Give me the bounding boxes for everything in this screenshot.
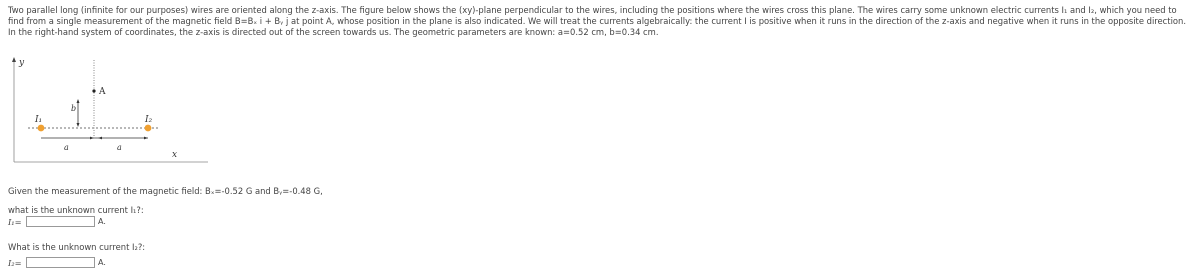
b-arrowhead-bottom xyxy=(77,123,80,127)
b-dimension-label: b xyxy=(71,104,77,113)
b-arrowhead-top xyxy=(77,99,80,103)
diagram-svg xyxy=(8,56,208,166)
answer-2-label: I₂= xyxy=(8,257,22,268)
a-right-arrowhead-left xyxy=(98,137,102,140)
problem-statement: Two parallel long (infinite for our purposes) wires are oriented along the z-axis. The figure below shows the (xy)-plane perpendicular to the wires, including the positions where the wires cross this plane. The wires carry some unknown electric currents I₁ and I₂, which you need to find from a single measurement of the magnetic field B=Bₓ i + Bᵧ j at point A, whose position in the plane is also indicated. We will treat the currents algebraically: the current I is positive when it runs in the direction of the z-axis and negative when it runs in the opposite direction. In the right-hand system of coordinates, the z-axis is directed out of the screen towards us. The geometric parameters are known: a=0.52 cm, b=0.34 cm. xyxy=(8,5,1186,38)
point-a-label: A xyxy=(99,87,106,97)
wire-2-label: I₂ xyxy=(145,115,153,125)
answer-2-unit: A. xyxy=(98,258,106,267)
y-axis-arrowhead xyxy=(12,57,16,62)
current-2-input[interactable] xyxy=(26,257,95,268)
answer-row-1 xyxy=(8,216,106,227)
x-axis-label: x xyxy=(172,150,178,160)
answer-row-2 xyxy=(8,257,106,268)
a-right-dimension-label: a xyxy=(117,143,122,152)
given-measurement: Given the measurement of the magnetic field: Bₓ=-0.52 G and Bᵧ=-0.48 G, xyxy=(8,186,323,196)
current-1-input[interactable] xyxy=(26,216,95,227)
answer-1-label: I₁= xyxy=(8,216,22,227)
wire-1-label: I₁ xyxy=(35,115,43,125)
a-left-dimension-label: a xyxy=(64,143,69,152)
a-right-arrowhead-right xyxy=(144,137,148,140)
question-2-prompt: What is the unknown current I₂?: xyxy=(8,242,146,252)
wire-diagram xyxy=(8,56,208,166)
question-1-prompt: what is the unknown current I₁?: xyxy=(8,205,144,215)
answer-1-unit: A. xyxy=(98,217,106,226)
wire-1-dot xyxy=(38,125,45,132)
wire-2-dot xyxy=(145,125,152,132)
y-axis-label: y xyxy=(19,58,25,68)
a-left-arrowhead xyxy=(90,137,94,140)
point-a-dot xyxy=(92,89,95,92)
